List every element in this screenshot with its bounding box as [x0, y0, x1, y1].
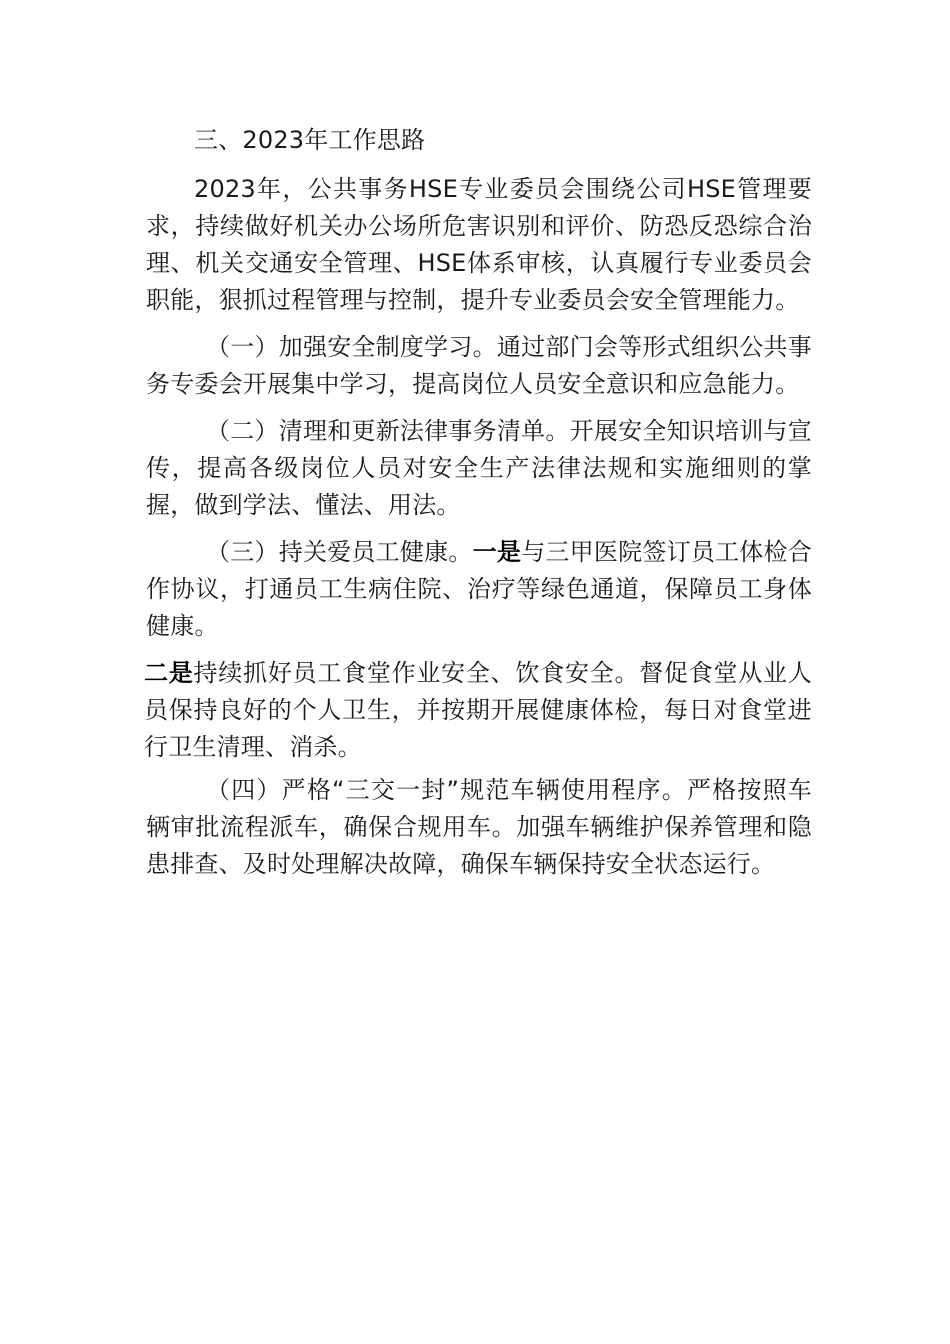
intro-paragraph: 2023年，公共事务HSE专业委员会围绕公司HSE管理要求，持续做好机关办公场所危害识别和评价、防恐反恐综合治理、机关交通安全管理、HSE体系审核，认真履行专业委员会职能，狠抓过程管理与控制，提升专业委员会安全管理能力。 [146, 175, 812, 314]
document-body [146, 122, 812, 893]
section-heading: 三、2023年工作思路 [194, 126, 426, 154]
second-point-label: 二是 [144, 659, 194, 687]
item-three-paragraph [146, 534, 812, 645]
item-three-second-paragraph [144, 655, 812, 766]
item-four-paragraph: （四）严格“三交一封”规范车辆使用程序。严格按照车辆审批流程派车，确保合规用车。加强车辆维护保养管理和隐患排查、及时处理解决故障，确保车辆保持安全状态运行。 [146, 776, 812, 878]
first-point-text: 与三甲医院签订员工体检合作协议，打通员工生病住院、治疗等绿色通道，保障员工身体健康。 [146, 538, 812, 640]
item-one-paragraph: （一）加强安全制度学习。通过部门会等形式组织公共事务专委会开展集中学习，提高岗位人员安全意识和应急能力。 [146, 333, 812, 398]
second-point-text: 持续抓好员工食堂作业安全、饮食安全。督促食堂从业人员保持良好的个人卫生，并按期开展健康体检，每日对食堂进行卫生清理、消杀。 [144, 659, 813, 761]
first-point-label: 一是 [472, 538, 522, 566]
item-two-paragraph: （二）清理和更新法律事务清单。开展安全知识培训与宣传，提高各级岗位人员对安全生产法律法规和实施细则的掌握，做到学法、懂法、用法。 [146, 417, 812, 519]
item-three-lead: （三）持关爱员工健康。 [206, 538, 473, 566]
